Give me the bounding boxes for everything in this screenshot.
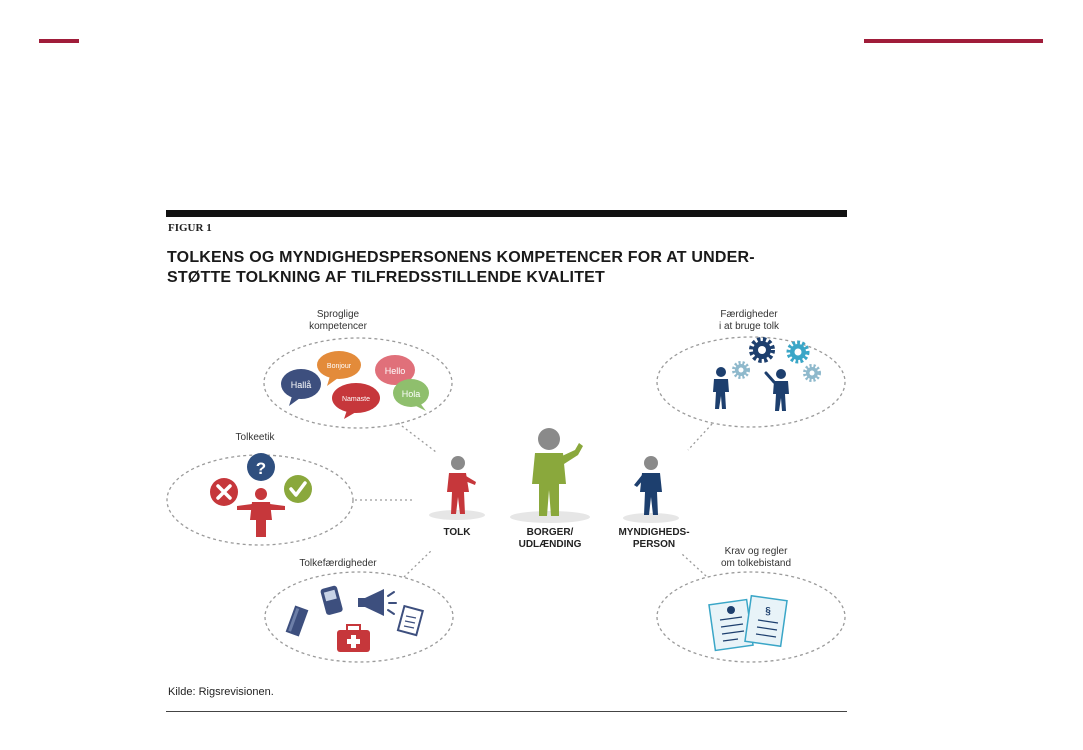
role-myndighedsperson [611, 527, 697, 551]
figure-source: Kilde: Rigsrevisionen. [168, 686, 274, 698]
phone-icon [320, 585, 343, 615]
role-myndighed-line-1: MYNDIGHEDS- [618, 527, 690, 538]
gear-icon-large [752, 340, 772, 360]
shadow-tolk [429, 510, 485, 520]
rules-document-icon-left [709, 600, 753, 651]
figure-bottom-rule [166, 711, 847, 712]
cross-icon [210, 478, 238, 506]
label-sproglige-line-2: kompetencer [309, 321, 367, 332]
connector-sproglige-tolk [398, 423, 436, 452]
connector-tolkefaerdigheder-tolk [404, 550, 432, 577]
gear-icon-small-right [805, 366, 819, 380]
label-krav-line-2: om tolkebistand [720, 558, 792, 569]
bubble-namaste [332, 383, 380, 419]
bubble-hello-text: Hello [384, 366, 406, 376]
figure-label: FIGUR 1 [168, 222, 212, 234]
bubble-halla [281, 369, 321, 406]
role-tolk: TOLK [443, 527, 471, 538]
role-borger [510, 527, 590, 551]
shadow-borger [510, 511, 590, 523]
first-aid-kit-icon [337, 625, 370, 652]
label-faerdigheder-line-2: i at bruge tolk [718, 321, 780, 332]
label-sproglige-kompetencer [298, 309, 378, 333]
label-faerdigheder-i-at-bruge-tolk [704, 309, 794, 333]
question-icon [247, 453, 275, 481]
label-krav-og-regler [708, 546, 804, 570]
myndighed-figure-icon [634, 456, 662, 515]
check-icon [284, 475, 312, 503]
person-icon-left [713, 367, 729, 409]
connector-krav-myndighed [682, 554, 706, 576]
connector-faerdigheder-myndighed [688, 424, 712, 450]
bubble-hola [393, 379, 429, 411]
interpreter-ethics-figure-icon [237, 488, 285, 537]
ellipse-faerdigheder [657, 337, 845, 427]
svg-text:§: § [765, 606, 771, 617]
shadow-myndighed [623, 513, 679, 523]
role-myndighed-line-2: PERSON [632, 539, 676, 550]
label-tolkeetik: Tolkeetik [235, 432, 275, 443]
bubble-hola-text: Hola [401, 389, 421, 399]
bubble-namaste-text: Namaste [341, 396, 371, 403]
label-faerdigheder-line-1: Færdigheder [720, 309, 778, 320]
bubble-bonjour [317, 351, 361, 386]
tolk-figure-icon [447, 456, 476, 514]
speech-bubbles-icon [281, 351, 429, 419]
notebook-icon [286, 605, 309, 636]
bubble-halla-text: Hallå [290, 380, 312, 390]
gear-icon-small-left [734, 363, 748, 377]
role-borger-line-1: BORGER/ [526, 527, 574, 538]
gear-icon-medium [789, 343, 807, 361]
label-tolkefaerdigheder: Tolkefærdigheder [299, 558, 377, 569]
megaphone-icon [358, 589, 396, 616]
figure-title-line-1: TOLKENS OG MYNDIGHEDSPERSONENS KOMPETENCER FOR AT UNDER- [167, 249, 755, 266]
person-icon-right [766, 369, 789, 411]
figure-title-line-2: STØTTE TOLKNING AF TILFREDSSTILLENDE KVALITET [167, 269, 606, 286]
document-icon [398, 606, 423, 635]
label-sproglige-line-1: Sproglige [316, 309, 360, 320]
svg-text:?: ? [255, 459, 267, 478]
bubble-bonjour-text: Bonjour [326, 363, 352, 370]
role-borger-line-2: UDLÆNDING [518, 539, 582, 550]
borger-figure-icon [532, 428, 583, 516]
rules-document-icon-right [745, 596, 787, 647]
label-krav-line-1: Krav og regler [724, 546, 788, 557]
